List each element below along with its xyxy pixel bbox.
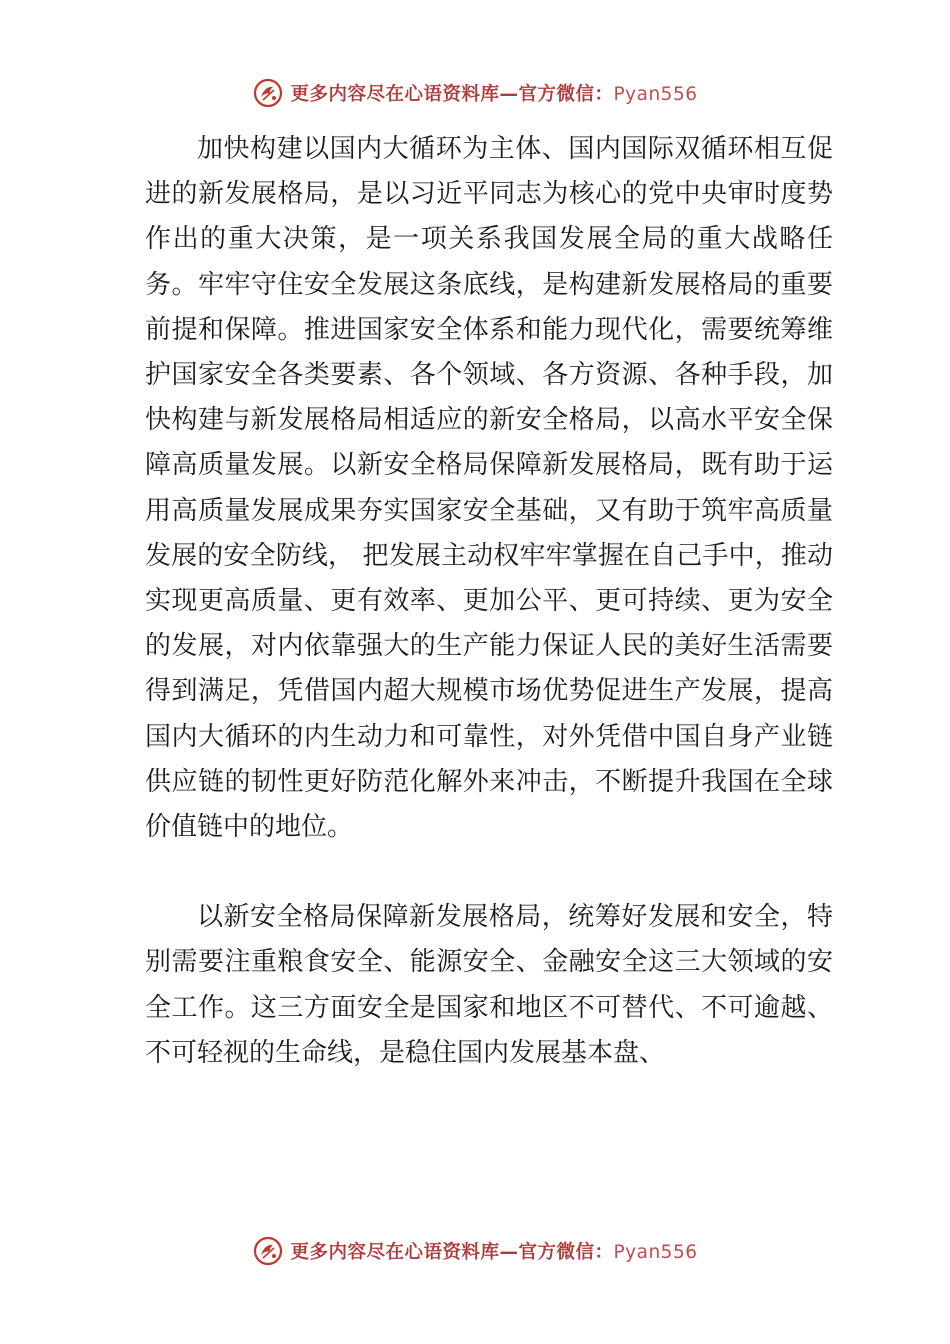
paragraph-1: 加快构建以国内大循环为主体、国内国际双循环相互促进的新发展格局，是以习近平同志为核心的党中央审时度势作出的重大决策，是一项关系我国发展全局的重大战略任务。牢牢守住安全发展这条底线，是构建新发展格局的重要前提和保障。推进国家安全体系和能力现代化，需要统筹维护国家安全各类要素、各个领域、各方资源、各种手段，加快构建与新发展格局相适应的新安全格局，以高水平安全保障高质量发展。以新安全格局保障新发展格局，既有助于运用高质量发展成果夯实国家安全基础，又有助于筑牢高质量发展的安全防线， 把发展主动权牢牢掌握在自己手中，推动实现更高质量、更有效率、更加公平、更可持续、更为安全的发展，对内依靠强大的生产能力保证人民的美好生活需要得到满足，凭借国内超大规模市场优势促进生产发展，提高国内大循环的内生动力和可靠性，对外凭借中国自身产业链供应链的韧性更好防范化解外来冲击，不断提升我国在全球价值链中的地位。 xyxy=(145,134,833,843)
header-banner xyxy=(0,73,950,113)
paragraph-2: 以新安全格局保障新发展格局，统筹好发展和安全，特别需要注重粮食安全、能源安全、金融安全这三大领域的安全工作。这三方面安全是国家和地区不可替代、不可逾越、不可轻视的生命线，是稳住国内发展基本盘、 xyxy=(145,902,833,1068)
header-banner-text: 更多内容尽在心语资料库—官方微信：Pyan556 xyxy=(290,84,698,105)
document-body xyxy=(145,127,833,1076)
seal-logo-icon xyxy=(253,1236,283,1266)
footer-wechat-id: Pyan556 xyxy=(613,1242,698,1263)
seal-logo-icon xyxy=(253,78,283,108)
header-wechat-id: Pyan556 xyxy=(613,84,698,105)
footer-banner-text: 更多内容尽在心语资料库—官方微信：Pyan556 xyxy=(290,1242,698,1263)
footer-banner xyxy=(0,1231,950,1271)
